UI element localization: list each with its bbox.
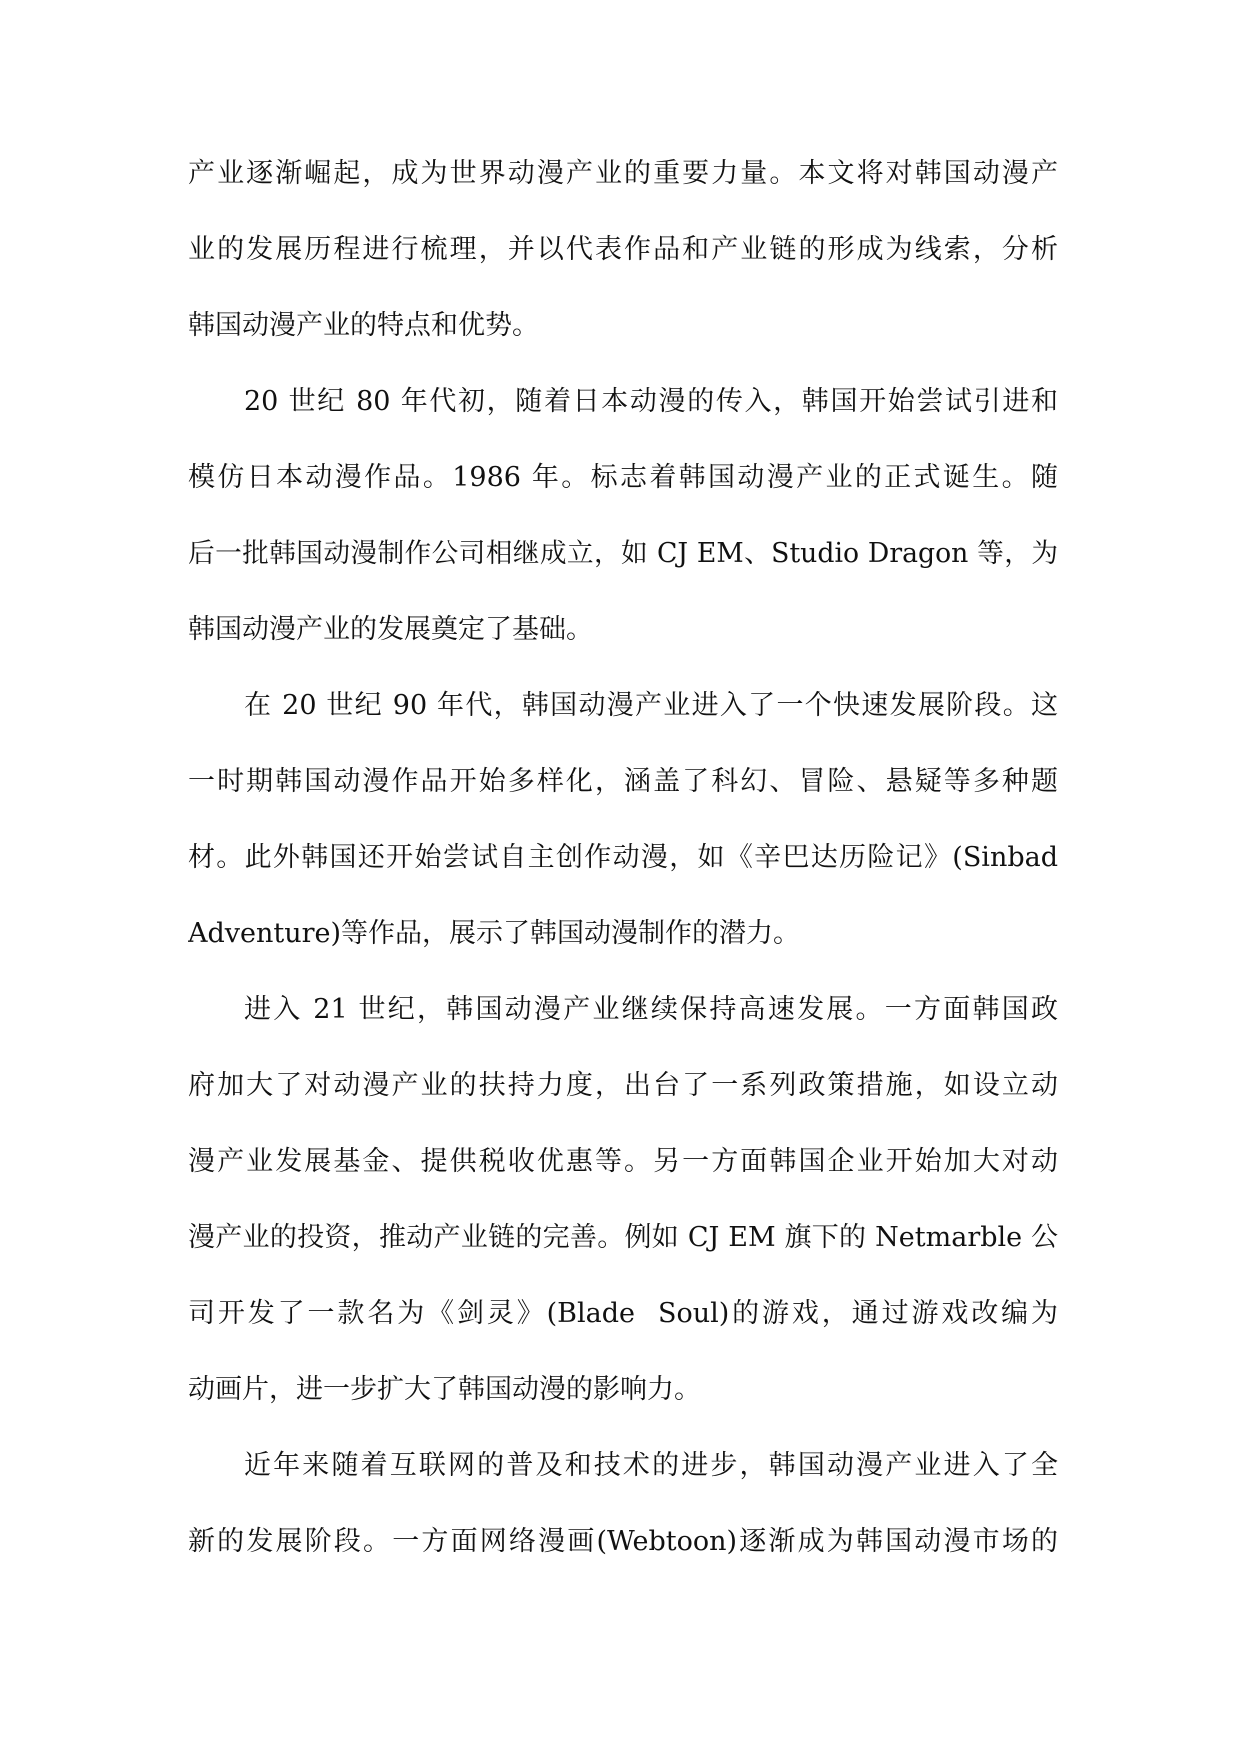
paragraph-3-line-3: 材。此外韩国还开始尝试自主创作动漫，如《辛巴达历险记》(Sinbad: [188, 842, 1058, 873]
paragraph-3-line-2: 一时期韩国动漫作品开始多样化，涵盖了科幻、冒险、悬疑等多种题: [188, 766, 1058, 797]
paragraph-2-line-1: 20 世纪 80 年代初，随着日本动漫的传入，韩国开始尝试引进和: [244, 386, 1058, 417]
paragraph-1-line-2: 业的发展历程进行梳理，并以代表作品和产业链的形成为线索，分析: [188, 234, 1058, 265]
paragraph-4-line-2: 府加大了对动漫产业的扶持力度，出台了一系列政策措施，如设立动: [188, 1070, 1058, 1101]
paragraph-4-line-5: 司开发了一款名为《剑灵》(Blade Soul)的游戏，通过游戏改编为: [188, 1298, 1058, 1329]
paragraph-1-line-3: 韩国动漫产业的特点和优势。: [188, 310, 539, 341]
paragraph-2-line-4: 韩国动漫产业的发展奠定了基础。: [188, 614, 593, 645]
paragraph-4-line-1: 进入 21 世纪，韩国动漫产业继续保持高速发展。一方面韩国政: [244, 994, 1058, 1025]
paragraph-5-line-1: 近年来随着互联网的普及和技术的进步，韩国动漫产业进入了全: [244, 1450, 1058, 1481]
paragraph-4-line-6: 动画片，进一步扩大了韩国动漫的影响力。: [188, 1374, 701, 1405]
body-text: [188, 144, 1058, 1588]
paragraph-4-line-4: 漫产业的投资，推动产业链的完善。例如 CJ EM 旗下的 Netmarble 公: [188, 1222, 1058, 1253]
paragraph-1-line-1: 产业逐渐崛起，成为世界动漫产业的重要力量。本文将对韩国动漫产: [188, 158, 1058, 189]
paragraph-3-line-1: 在 20 世纪 90 年代，韩国动漫产业进入了一个快速发展阶段。这: [244, 690, 1058, 721]
paragraph-4-line-3: 漫产业发展基金、提供税收优惠等。另一方面韩国企业开始加大对动: [188, 1146, 1058, 1177]
paragraph-2-line-3: 后一批韩国动漫制作公司相继成立，如 CJ EM、Studio Dragon 等，为: [188, 538, 1058, 569]
paragraph-5-line-2: 新的发展阶段。一方面网络漫画(Webtoon)逐渐成为韩国动漫市场的: [188, 1526, 1058, 1557]
paragraph-2-line-2: 模仿日本动漫作品。1986 年。标志着韩国动漫产业的正式诞生。随: [188, 462, 1058, 493]
paragraph-3-line-4: Adventure)等作品，展示了韩国动漫制作的潜力。: [188, 918, 801, 949]
